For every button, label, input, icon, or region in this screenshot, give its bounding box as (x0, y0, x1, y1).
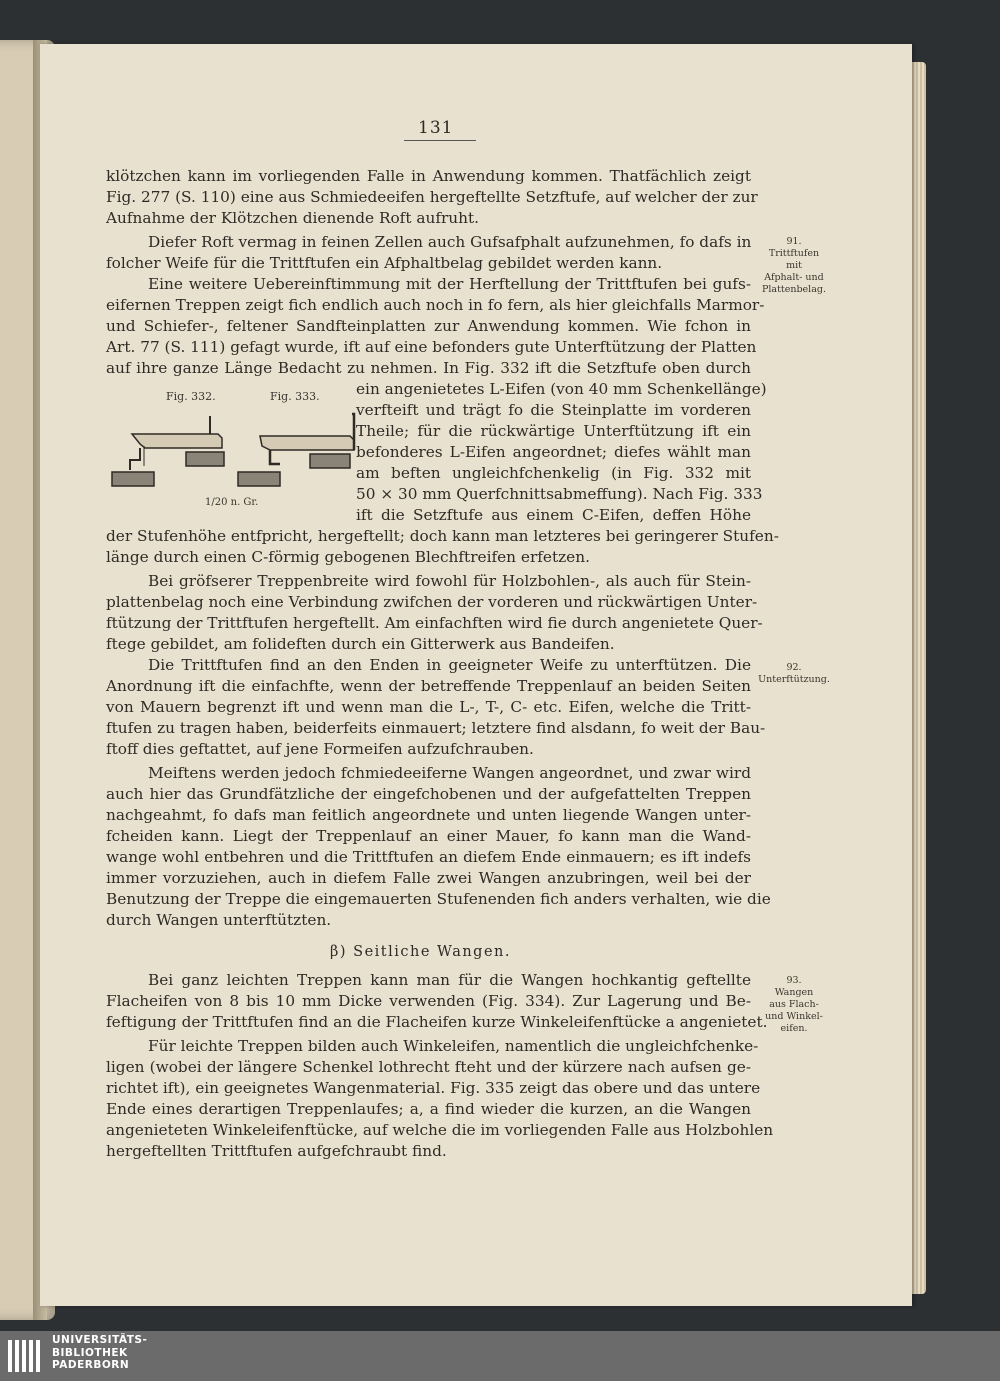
margin-note-line: Unterftützung. (758, 674, 830, 685)
text-line: folcher Weife für die Trittftufen ein Afphaltbelag gebildet werden kann. (106, 254, 663, 272)
text-line: Bei gröfserer Treppenbreite wird fowohl für Holzbohlen-, als auch für Stein- (148, 572, 751, 590)
text-line: von Mauern begrenzt ift und wenn man die L-, T-, C- etc. Eifen, welche die Tritt- (106, 698, 751, 716)
margin-note-line: aus Flach- (769, 999, 819, 1010)
text-line: Anordnung ift die einfachfte, wenn der betreffende Treppenlauf an beiden Seiten (106, 677, 751, 695)
text-line: Theile; für die rückwärtige Unterftützung ift ein (356, 422, 751, 440)
text-line: und Schiefer-, feltener Sandfteinplatten zur Anwendung kommen. Wie fchon in (106, 317, 751, 335)
text-line: länge durch einen C-förmig gebogenen Blechftreifen erfetzen. (106, 548, 590, 566)
margin-note-line: eifen. (780, 1023, 808, 1034)
margin-note-line: mit (786, 260, 802, 271)
text-line: Diefer Roft vermag in feinen Zellen auch Gufsafphalt aufzunehmen, fo dafs in (148, 233, 752, 251)
text-line: ftoff dies geftattet, auf jene Formeifen aufzufchrauben. (106, 740, 534, 758)
text-line: auf ihre ganze Länge Bedacht zu nehmen. In Fig. 332 ift die Setzftufe oben durch (106, 359, 751, 377)
margin-note-number: 93. (786, 975, 802, 986)
text-line: angenieteten Winkeleifenftücke, auf welche die im vorliegenden Falle aus Holzbohlen (106, 1121, 774, 1139)
section-heading: β) Seitliche Wangen. (330, 944, 511, 960)
margin-note-line: Afphalt- und (764, 272, 824, 283)
library-name-line: PADERBORN (52, 1359, 130, 1371)
library-name-line: BIBLIOTHEK (52, 1346, 128, 1359)
text-line: Für leichte Treppen bilden auch Winkeleifen, namentlich die ungleichfchenke- (148, 1037, 759, 1055)
page-number: 131 (418, 118, 454, 138)
text-line: 50 × 30 mm Querfchnittsabmeffung). Nach Fig. 333 (356, 485, 763, 503)
fig-332-label: Fig. 332. (166, 390, 216, 403)
text-line: ftufen zu tragen haben, beiderfeits einmauert; letztere find alsdann, fo weit der Bau- (106, 719, 766, 737)
text-line: Benutzung der Treppe die eingemauerten Stufenenden fich anders verhalten, wie die (106, 890, 771, 908)
margin-note-number: 91. (786, 236, 802, 247)
text-line: eifernen Treppen zeigt fich endlich auch noch in fo fern, als hier gleichfalls Marmor- (106, 296, 765, 314)
text-line: befonderes L-Eifen angeordnet; diefes wählt man (356, 443, 751, 461)
margin-note-line: Trittftufen (768, 248, 820, 259)
text-line: plattenbelag noch eine Verbindung zwifchen der vorderen und rückwärtigen Unter- (106, 593, 758, 611)
text-line: verfteift und trägt fo die Steinplatte im vorderen (356, 401, 751, 419)
text-line: Ende eines derartigen Treppenlaufes; a, a find wieder die kurzen, an die Wangen (106, 1100, 751, 1118)
margin-note-number: 92. (786, 662, 802, 673)
text-line: richtet ift), ein geeignetes Wangenmaterial. Fig. 335 zeigt das obere und das untere (106, 1079, 761, 1097)
margin-note (754, 975, 834, 1035)
text-line: durch Wangen unterftützten. (106, 911, 332, 929)
text-line: immer vorzuziehen, auch in diefem Falle zwei Wangen anzubringen, weil bei der (106, 869, 751, 887)
text-line: Die Trittftufen find an den Enden in geeigneter Weife zu unterftützen. Die (148, 656, 751, 674)
text-line: wange wohl entbehren und die Trittftufen an diefem Ende einmauern; es ift indefs (106, 848, 751, 866)
text-line: klötzchen kann im vorliegenden Falle in Anwendung kommen. Thatfächlich zeigt (106, 167, 751, 185)
margin-note-line: und Winkel- (765, 1011, 823, 1022)
text-line: ftege gebildet, am folideften durch ein Gitterwerk aus Bandeifen. (106, 635, 615, 653)
fig-333-label: Fig. 333. (270, 390, 320, 403)
text-line: hergeftellten Trittftufen aufgefchraubt find. (106, 1142, 447, 1160)
margin-note-line: Plattenbelag. (762, 284, 826, 295)
text-line: fcheiden kann. Liegt der Treppenlauf an einer Mauer, fo kann man die Wand- (106, 827, 751, 845)
text-line: ift die Setzftufe aus einem C-Eifen, deffen Höhe (356, 506, 751, 524)
figure-scale-note: 1/20 n. Gr. (205, 497, 259, 508)
margin-note (754, 662, 834, 686)
library-name-line: UNIVERSITÄTS- (52, 1334, 148, 1346)
library-logo-icon (6, 1336, 46, 1376)
text-line: Aufnahme der Klötzchen dienende Roft aufruht. (106, 209, 480, 227)
text-line: Fig. 277 (S. 110) eine aus Schmiedeeifen hergeftellte Setzftufe, auf welcher der zur (106, 188, 758, 206)
text-line: nachgeahmt, fo dafs man feitlich angeordnete und unten liegende Wangen unter- (106, 806, 751, 824)
library-footer (0, 1331, 1000, 1381)
text-line: auch hier das Grundfätzliche der eingefchobenen und der aufgefattelten Treppen (106, 785, 751, 803)
text-line: am beften ungleichfchenkelig (in Fig. 332 mit (356, 464, 751, 482)
text-line: Art. 77 (S. 111) gefagt wurde, ift auf eine befonders gute Unterftützung der Platten (106, 338, 757, 356)
page-number-rule (404, 140, 476, 141)
stair-section-drawing (110, 408, 360, 498)
margin-note (754, 236, 834, 296)
text-line: Meiftens werden jedoch fchmiedeeiferne Wangen angeordnet, und zwar wird (148, 764, 751, 782)
text-line: ftützung der Trittftufen hergeftellt. Am einfachften wird fie durch angenietete Quer- (106, 614, 763, 632)
text-line: feftigung der Trittftufen find an die Flacheifen kurze Winkeleifenftücke a angenietet. (106, 1013, 768, 1031)
text-line: Flacheifen von 8 bis 10 mm Dicke verwenden (Fig. 334). Zur Lagerung und Be- (106, 992, 751, 1010)
margin-note-line: Wangen (774, 987, 814, 998)
text-line: Eine weitere Uebereinftimmung mit der Herftellung der Trittftufen bei gufs- (148, 275, 751, 293)
text-line: der Stufenhöhe entfpricht, hergeftellt; doch kann man letzteres bei geringerer Stufen- (106, 527, 779, 545)
library-name (52, 1334, 147, 1372)
text-line: ligen (wobei der längere Schenkel lothrecht fteht und der kürzere nach aufsen ge- (106, 1058, 751, 1076)
text-line: Bei ganz leichten Treppen kann man für die Wangen hochkantig geftellte (148, 971, 751, 989)
text-line: ein angenietetes L-Eifen (von 40 mm Schenkellänge) (356, 380, 767, 398)
